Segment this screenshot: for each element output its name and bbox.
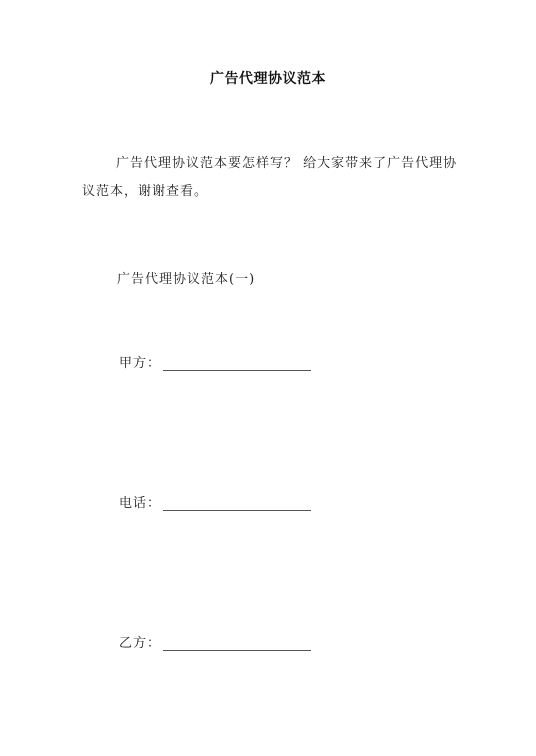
section-title: 广告代理协议范本(一) (117, 272, 256, 287)
party-a-label: 甲方： (119, 356, 162, 371)
phone-field (119, 492, 311, 511)
party-b-blank-line (163, 636, 311, 651)
party-b-label: 乙方： (119, 636, 162, 651)
phone-blank-line (163, 496, 311, 511)
party-a-field (119, 352, 311, 371)
party-b-field (119, 632, 311, 651)
document-title: 广告代理协议范本 (210, 71, 326, 87)
intro-paragraph: 广告代理协议范本要怎样写？ 给大家带来了广告代理协议范本，谢谢查看。 (82, 156, 458, 199)
phone-label: 电话： (119, 496, 162, 511)
party-a-blank-line (163, 356, 311, 371)
